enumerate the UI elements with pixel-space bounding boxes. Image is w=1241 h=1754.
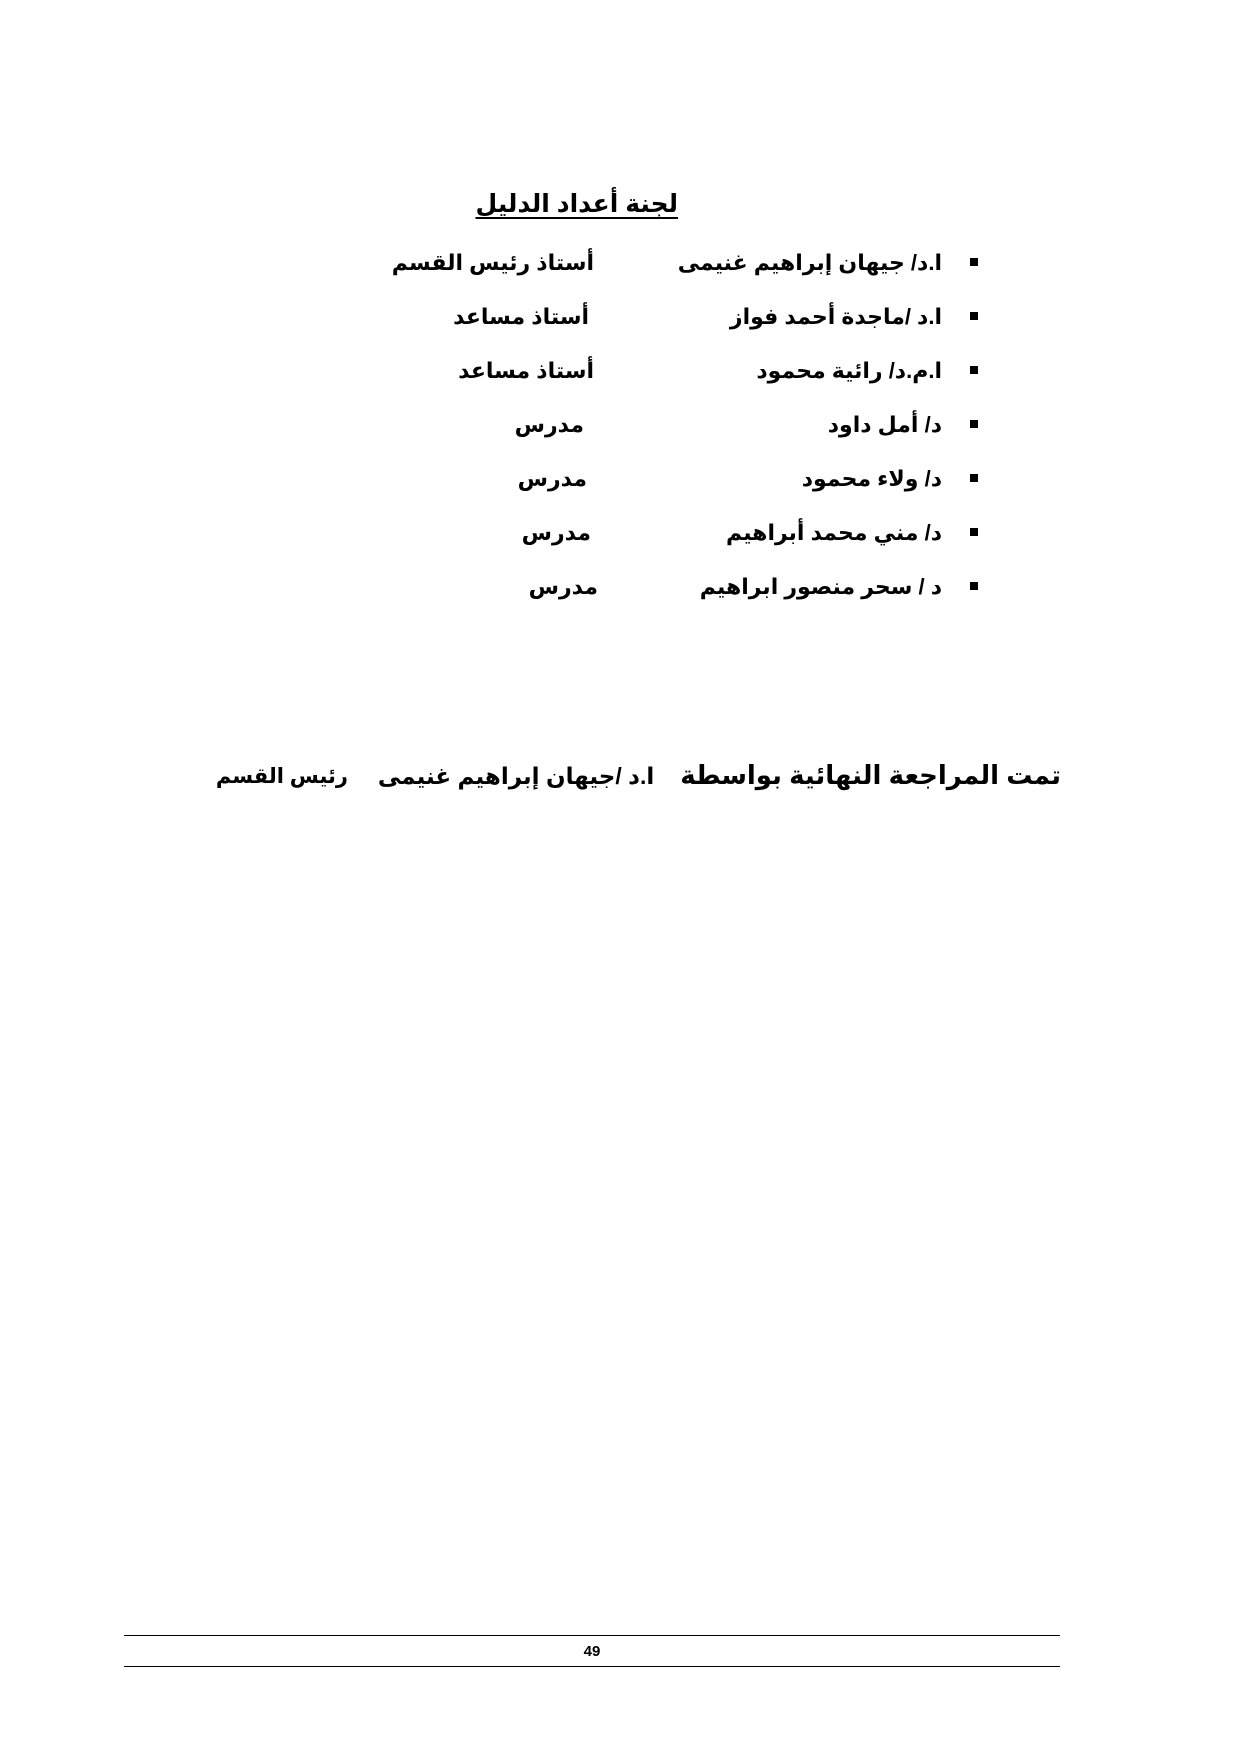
footer-top-rule <box>124 1635 1060 1636</box>
committee-list <box>0 248 1241 626</box>
list-item <box>0 248 1241 302</box>
list-item <box>0 302 1241 356</box>
list-item <box>0 356 1241 410</box>
square-bullet-icon <box>970 258 978 266</box>
square-bullet-icon <box>970 312 978 320</box>
final-reviewer-name: ا.د /جيهان إبراهيم غنيمى <box>377 763 655 789</box>
member-rank: مدرس <box>521 520 591 545</box>
member-name: د / سحر منصور ابراهيم <box>699 574 942 599</box>
page-title: لجنة أعداد الدليل <box>475 190 678 218</box>
member-rank: مدرس <box>517 466 587 491</box>
square-bullet-icon <box>970 420 978 428</box>
member-name: د/ أمل داود <box>827 412 942 437</box>
list-item <box>0 464 1241 518</box>
page-number: 49 <box>583 1643 601 1660</box>
list-item <box>0 518 1241 572</box>
list-item <box>0 572 1241 626</box>
member-name: د/ مني محمد أبراهيم <box>725 520 942 545</box>
final-reviewer-role: رئيس القسم <box>215 765 348 788</box>
member-rank: أستاذ مساعد <box>458 358 594 383</box>
member-name: د/ ولاء محمود <box>801 466 942 491</box>
final-review-statement: تمت المراجعة النهائية بواسطة <box>680 760 1061 790</box>
square-bullet-icon <box>970 366 978 374</box>
square-bullet-icon <box>970 528 978 536</box>
member-rank: مدرس <box>514 412 584 437</box>
member-name: ا.د/ جيهان إبراهيم غنيمى <box>677 250 942 275</box>
square-bullet-icon <box>970 582 978 590</box>
member-rank: أستاذ رئيس القسم <box>391 250 594 275</box>
final-review-line <box>378 758 1061 793</box>
member-rank: أستاذ مساعد <box>453 304 589 329</box>
member-name: ا.م.د/ رائية محمود <box>756 358 942 383</box>
square-bullet-icon <box>970 474 978 482</box>
member-name: ا.د /ماجدة أحمد فواز <box>729 304 942 329</box>
member-rank: مدرس <box>528 574 598 599</box>
footer-bottom-rule <box>124 1666 1060 1667</box>
list-item <box>0 410 1241 464</box>
